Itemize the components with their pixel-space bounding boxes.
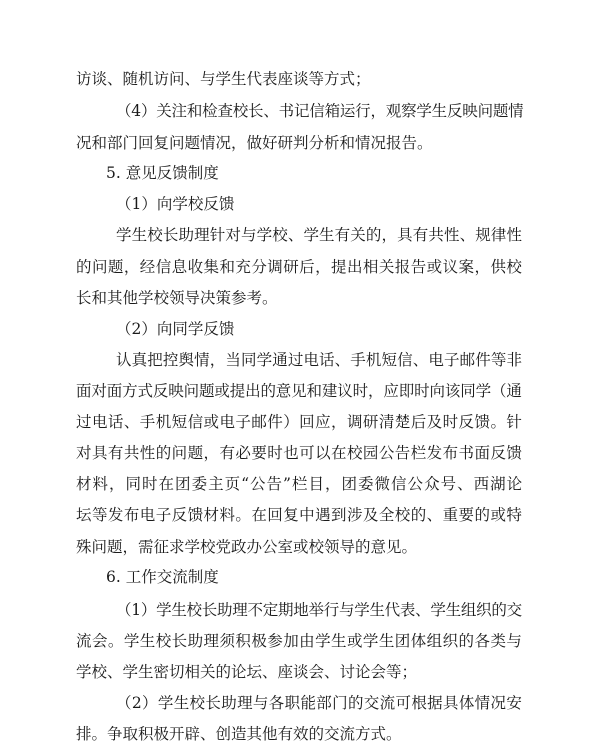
- text-line: 过电话、手机短信或电子邮件）回应，调研清楚后及时反馈。针: [76, 413, 523, 431]
- text-line: 学生校长助理针对与学校、学生有关的，具有共性、规律性: [116, 226, 523, 244]
- text-line: 况和部门回复问题情况，做好研判分析和情况报告。: [76, 134, 433, 152]
- text-line: 面对面方式反映问题或提出的意见和建议时，应即时向该同学（通: [76, 382, 522, 400]
- text-line: 长和其他学校领导决策参考。: [76, 289, 278, 307]
- text-line: 的问题，经信息收集和充分调研后，提出相关报告或议案，供校: [76, 258, 523, 276]
- subsection-heading: （2）向同学反馈: [116, 320, 235, 338]
- subsection-heading: （1）向学校反馈: [116, 195, 235, 213]
- text-line: 殊问题，需征求学校党政办公室或校领导的意见。: [76, 538, 418, 556]
- text-line: 访谈、随机访问、与学生代表座谈等方式；: [76, 70, 371, 88]
- text-line: 排。争取积极开辟、创造其他有效的交流方式。: [76, 725, 402, 743]
- section-heading: 5. 意见反馈制度: [106, 164, 219, 182]
- text-line: 材料，同时在团委主页“公告”栏目，团委微信公众号、西湖论: [76, 475, 524, 493]
- text-line: （1）学生校长助理不定期地举行与学生代表、学生组织的交: [116, 601, 522, 619]
- text-line: 流会。学生校长助理须积极参加由学生或学生团体组织的各类与: [76, 632, 523, 650]
- text-line: 学校、学生密切相关的论坛、座谈会、讨论会等；: [76, 663, 418, 681]
- text-line: 对具有共性的问题，有必要时也可以在校园公告栏发布书面反馈: [76, 444, 523, 462]
- text-line: （2）学生校长助理与各职能部门的交流可根据具体情况安: [116, 694, 523, 712]
- text-line: 认真把控舆情，当同学通过电话、手机短信、电子邮件等非: [116, 351, 523, 369]
- section-heading: 6. 工作交流制度: [106, 568, 219, 586]
- text-line: 坛等发布电子反馈材料。在回复中遇到涉及全校的、重要的或特: [76, 506, 523, 524]
- text-line: （4）关注和检查校长、书记信箱运行，观察学生反映问题情: [116, 102, 524, 120]
